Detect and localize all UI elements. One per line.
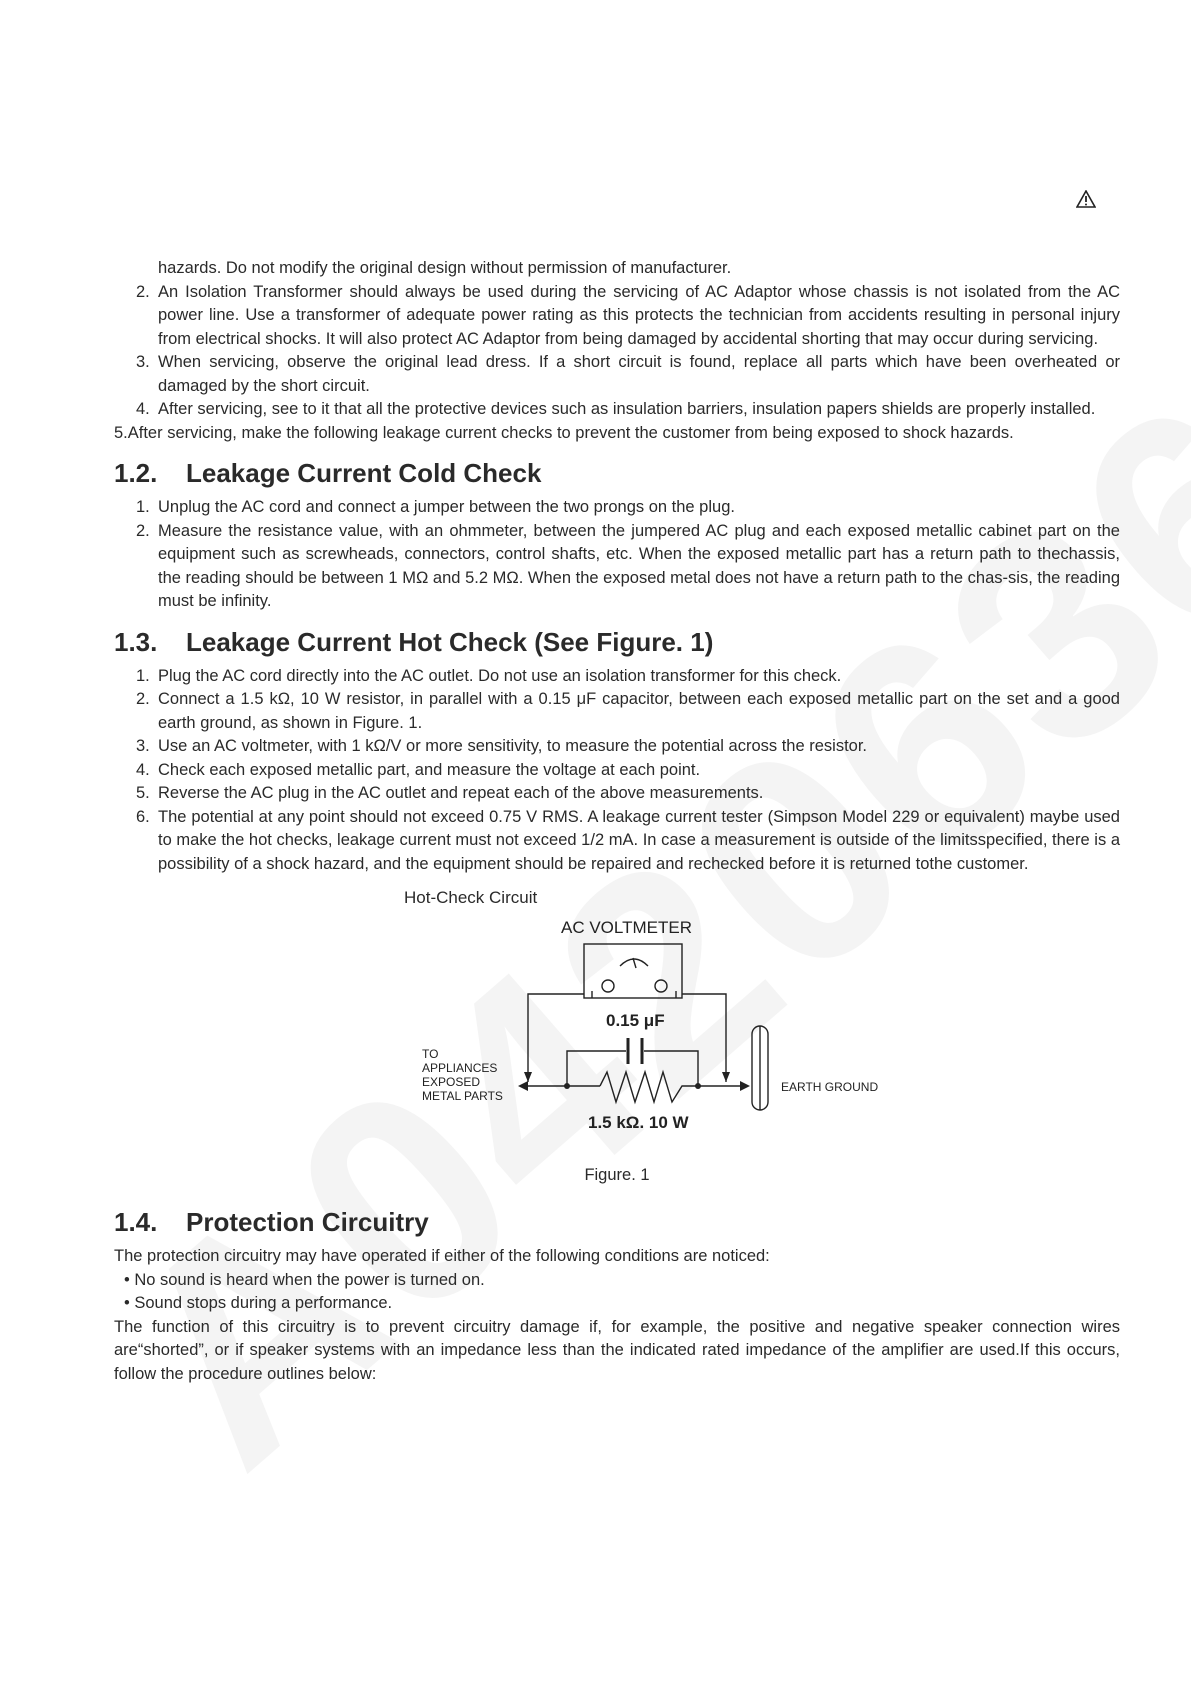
list-item: 2. An Isolation Transformer should always be used during the servicing of AC Adaptor whose chassis is not isolated from the AC power line. Use a transformer of adequate power rating as this protects the technician from accidents resulting in personal injury from electrical shocks. It will also protect AC Adaptor from being damaged by accidental shorting that may occur during servicing. <box>136 282 1120 348</box>
voltmeter-terminal-right <box>655 980 667 992</box>
left-label-line: TO <box>422 1047 439 1061</box>
list-item: 5. Reverse the AC plug in the AC outlet and repeat each of the above measurements. <box>136 784 764 802</box>
earth-ground-label: EARTH GROUND <box>781 1080 879 1094</box>
circuit-diagram <box>114 876 1120 1166</box>
list-item: 1. Plug the AC cord directly into the AC outlet. Do not use an isolation transformer for this check. <box>136 666 842 685</box>
voltmeter-terminal-left <box>602 980 614 992</box>
arrow-left <box>518 1081 528 1091</box>
figure-title: Hot-Check Circuit <box>404 888 538 907</box>
capacitor-lead-right <box>644 1051 698 1086</box>
capacitor-label: 0.15 μF <box>606 1011 665 1030</box>
list-item: 3. When servicing, observe the original lead dress. If a short circuit is found, replace all parts which have been overheated or damaged by the short circuit. <box>136 353 1120 395</box>
list-item: 4. After servicing, see to it that all the protective devices such as insulation barriers, insulation papers shields are properly installed. <box>136 400 1096 418</box>
bullet-item: • Sound stops during a performance. <box>124 1294 393 1312</box>
warning-triangle-icon <box>1076 190 1096 208</box>
section-heading-1-4: 1.4. Protection Circuitry <box>114 1207 429 1237</box>
hot-check-list <box>114 665 1120 877</box>
section-heading-1-2: 1.2. Leakage Current Cold Check <box>114 458 542 488</box>
resistor <box>600 1072 700 1102</box>
list-item: 4. Check each exposed metallic part, and measure the voltage at each point. <box>136 760 701 779</box>
protection-body: The function of this circuitry is to prevent circuitry damage if, for example, the positive and negative speaker connection wires are“shorted”, or if speaker systems with an impedance less than the indicated rated impedance of the amplifier are used.If this occurs, follow the procedure outlines below: <box>114 1317 1120 1383</box>
intro-list <box>114 257 1120 445</box>
arrow-down-right <box>722 1072 730 1082</box>
arrow-right <box>740 1081 750 1091</box>
voltmeter-lead-right <box>682 994 726 1082</box>
list-item: 1. Unplug the AC cord and connect a jumper between the two prongs on the plug. <box>136 498 735 516</box>
arrow-down-left <box>524 1072 532 1082</box>
list-item: hazards. Do not modify the original design without permission of manufacturer. <box>158 259 732 277</box>
list-item: 3. Use an AC voltmeter, with 1 kΩ/V or more sensitivity, to measure the potential across the resistor. <box>136 737 867 755</box>
list-item: 6. The potential at any point should not exceed 0.75 V RMS. A leakage current tester (Simpson Model 229 or equivalent) maybe used to make the hot checks, leakage current must not exceed 1/2 mA. In case a measurement is outside of the limitsspecified, there is a possibility of a shock hazard, and the equipment should be repaired and rechecked before it is returned tothe customer. <box>136 807 1120 873</box>
left-label-line: APPLIANCES <box>422 1061 498 1075</box>
left-label-line: EXPOSED <box>422 1075 481 1089</box>
left-label-line: METAL PARTS <box>422 1089 503 1103</box>
bullet-item: • No sound is heard when the power is turned on. <box>124 1270 485 1289</box>
capacitor-lead-left <box>567 1051 626 1086</box>
hot-check-circuit-figure <box>114 876 1120 1194</box>
junction-dot <box>564 1083 570 1089</box>
document-body <box>114 257 1120 1386</box>
voltmeter-label: AC VOLTMETER <box>561 918 692 937</box>
voltmeter-box <box>584 944 682 998</box>
list-item: 2. Connect a 1.5 kΩ, 10 W resistor, in parallel with a 0.15 μF capacitor, between each exposed metallic part on the set and a good earth ground, as shown in Figure. 1. <box>136 690 1120 732</box>
list-item: 2. Measure the resistance value, with an ohmmeter, between the jumpered AC plug and each exposed metallic cabinet part on the equipment such as screwheads, connectors, control shafts, etc. When the exposed metallic part has a return path to thechassis, the reading should be between 1 MΩ and 5.2 MΩ. When the exposed metal does not have a return path to the chas-sis, the reading must be infinity. <box>136 521 1120 610</box>
list-item: 5.After servicing, make the following leakage current checks to prevent the customer from being exposed to shock hazards. <box>114 423 1014 442</box>
resistor-label: 1.5 kΩ. 10 W <box>588 1113 689 1132</box>
section-heading-1-3: 1.3. Leakage Current Hot Check (See Figure. 1) <box>114 626 714 657</box>
junction-dot <box>695 1083 701 1089</box>
figure-caption: Figure. 1 <box>584 1166 650 1184</box>
protection-intro: The protection circuitry may have operated if either of the following conditions are noticed: <box>114 1247 770 1265</box>
cold-check-list <box>114 496 1120 614</box>
voltmeter-lead-left <box>528 994 584 1082</box>
